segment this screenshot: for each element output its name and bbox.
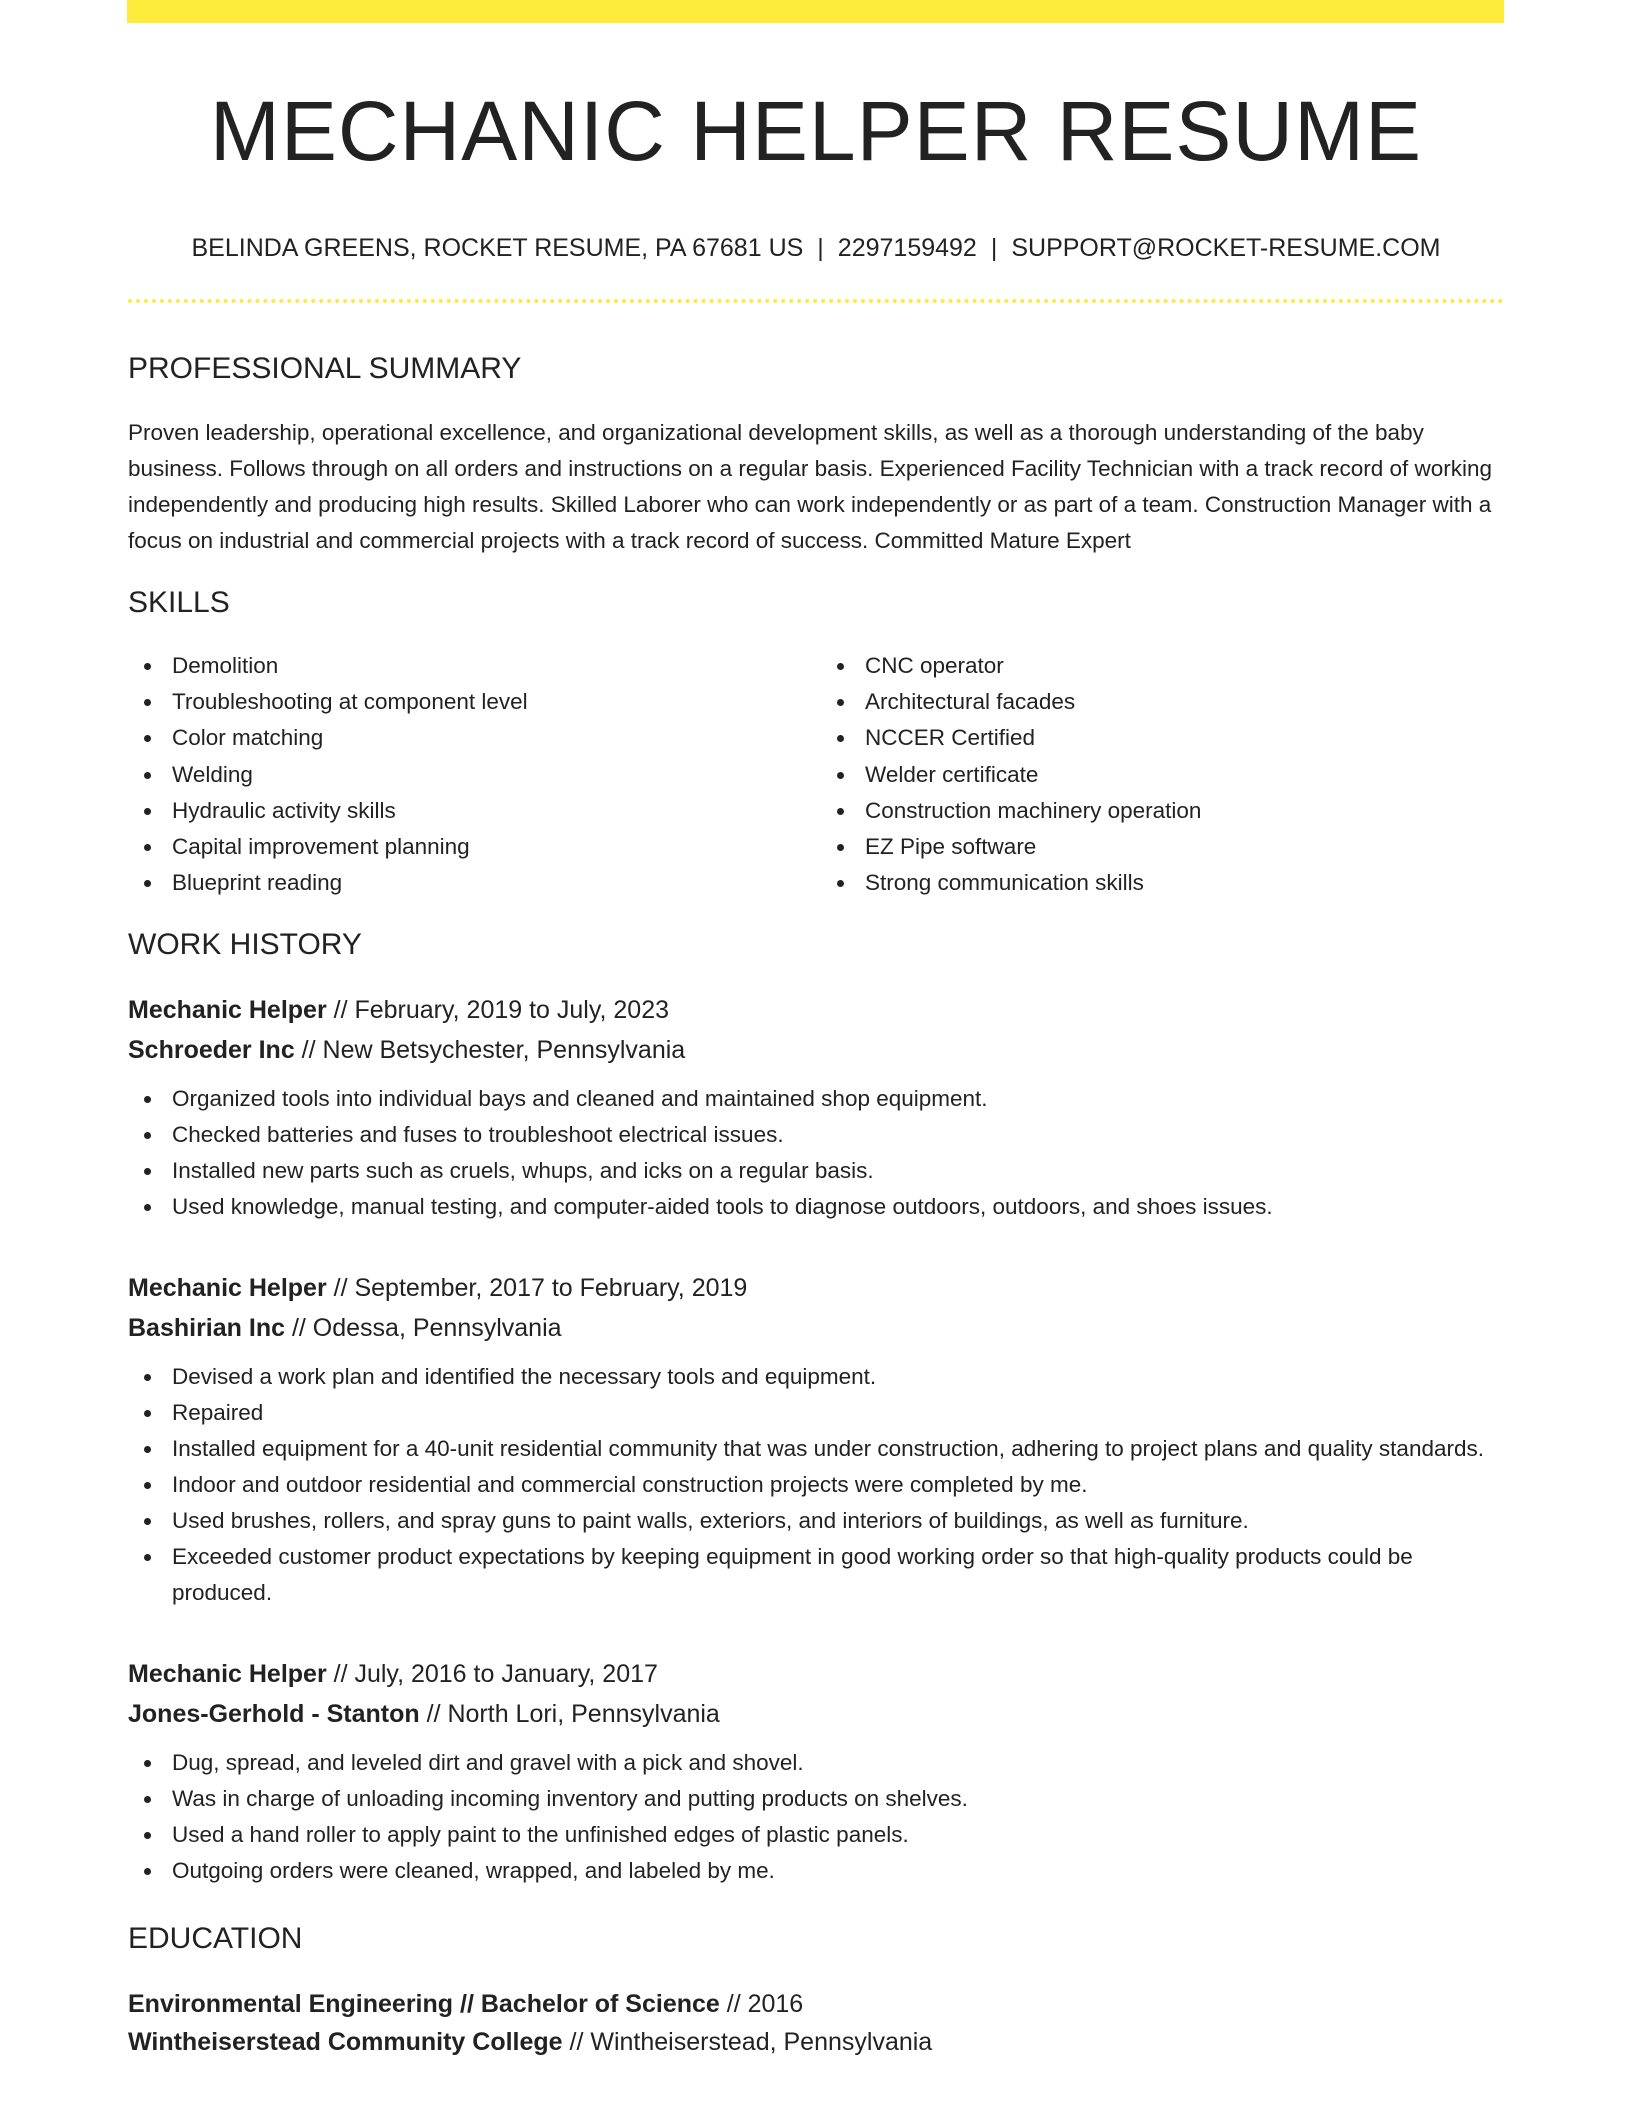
job-title: Mechanic Helper: [128, 1274, 327, 1303]
degree-line: [128, 1985, 1504, 2023]
bullet-dot: [144, 1446, 151, 1453]
job-location: // New Betsychester, Pennsylvania: [294, 1036, 686, 1065]
job-company: Bashirian Inc: [128, 1314, 285, 1343]
duty-text: Installed new parts such as cruels, whups, and icks on a regular basis.: [172, 1158, 874, 1184]
job-duties: [128, 1745, 1504, 1889]
bullet-dot: [837, 772, 844, 779]
bullet-dot: [837, 808, 844, 815]
job-title-line: [128, 991, 1504, 1029]
duty-item: [128, 1745, 1504, 1781]
skill-text: Troubleshooting at component level: [172, 689, 528, 715]
duty-item: [128, 1467, 1504, 1503]
duty-text: Dug, spread, and leveled dirt and gravel with a pick and shovel.: [172, 1750, 804, 1776]
duty-text: Devised a work plan and identified the necessary tools and equipment.: [172, 1364, 877, 1390]
bullet-dot: [144, 1518, 151, 1525]
bullet-dot: [144, 1204, 151, 1211]
job-duties: [128, 1359, 1504, 1611]
skills-heading: SKILLS: [128, 585, 230, 619]
skill-item: [128, 648, 811, 684]
skill-text: EZ Pipe software: [865, 833, 1037, 859]
duty-item: [128, 1081, 1504, 1117]
duty-text: Used a hand roller to apply paint to the unfinished edges of plastic panels.: [172, 1822, 909, 1848]
duty-text: Used knowledge, manual testing, and computer-aided tools to diagnose outdoors, outdoors, and shoes issues.: [172, 1194, 1273, 1220]
duty-text: Indoor and outdoor residential and commercial construction projects were completed by me.: [172, 1472, 1088, 1498]
skill-item: [821, 793, 1504, 829]
bullet-dot: [144, 1168, 151, 1175]
duty-text: Installed equipment for a 40-unit residential community that was under construction, adhering to project plans and quality standards.: [172, 1436, 1484, 1462]
resume-title: MECHANIC HELPER RESUME: [209, 84, 1423, 178]
skill-text: NCCER Certified: [865, 725, 1036, 751]
skill-item: [821, 757, 1504, 793]
graduation-year: // 2016: [719, 1990, 804, 2019]
bullet-dot: [144, 1796, 151, 1803]
contact-separator: |: [990, 234, 998, 263]
bullet-dot: [144, 1132, 151, 1139]
job-company: Jones-Gerhold - Stanton: [128, 1700, 420, 1729]
skill-text: Strong communication skills: [865, 870, 1144, 896]
job-dates: // February, 2019 to July, 2023: [326, 996, 670, 1025]
skill-item: [821, 865, 1504, 901]
bullet-dot: [144, 663, 151, 670]
job-dates: // September, 2017 to February, 2019: [326, 1274, 748, 1303]
bullet-dot: [144, 1868, 151, 1875]
skill-item: [128, 793, 811, 829]
contact-separator: |: [817, 234, 824, 263]
dotted-divider: [128, 299, 1504, 303]
job-title-line: [128, 1655, 1504, 1693]
skill-item: [128, 865, 811, 901]
duty-item: [128, 1189, 1504, 1225]
bullet-dot: [144, 772, 151, 779]
contact-line: [128, 232, 1504, 265]
skill-text: Demolition: [172, 652, 279, 678]
bullet-dot: [144, 699, 151, 706]
bullet-dot: [837, 663, 844, 670]
bullet-dot: [837, 844, 844, 851]
job-entry: [128, 1269, 1504, 1611]
job-dates: // July, 2016 to January, 2017: [326, 1660, 658, 1689]
duty-item: [128, 1117, 1504, 1153]
work-history-heading: WORK HISTORY: [128, 928, 362, 962]
duty-item: [128, 1853, 1504, 1889]
bullet-dot: [144, 1554, 151, 1561]
skill-text: CNC operator: [865, 652, 1004, 678]
duty-text: Used brushes, rollers, and spray guns to paint walls, exteriors, and interiors of buildings, as well as furniture.: [172, 1508, 1249, 1534]
job-location: // North Lori, Pennsylvania: [419, 1700, 720, 1729]
job-entry: [128, 1655, 1504, 1889]
bullet-dot: [144, 1096, 151, 1103]
job-duties: [128, 1081, 1504, 1225]
school-location: // Wintheiserstead, Pennsylvania: [562, 2028, 933, 2057]
bullet-dot: [144, 735, 151, 742]
duty-text: Repaired: [172, 1400, 264, 1426]
duty-item: [128, 1395, 1504, 1431]
education-heading: EDUCATION: [128, 1922, 303, 1956]
skill-item: [821, 648, 1504, 684]
bullet-dot: [837, 699, 844, 706]
education-entry: [128, 1985, 1504, 2061]
summary-heading: PROFESSIONAL SUMMARY: [128, 351, 522, 385]
bullet-dot: [144, 808, 151, 815]
summary-text: Proven leadership, operational excellence, and organizational development skills, as well as a thorough understanding of the baby business. Follows through on all orders and instructions on a regular basis. Experienced Facility Technician with a track record of working independently and producing high results. Skilled Laborer who can work independently or as part of a team. Construction Manager with a focus on industrial and commercial projects with a track record of success. Committed Mature Expert: [128, 419, 1493, 553]
duty-item: [128, 1153, 1504, 1189]
job-title: Mechanic Helper: [128, 1660, 327, 1689]
school-line: [128, 2023, 1504, 2061]
bullet-dot: [144, 1832, 151, 1839]
skill-item: [821, 720, 1504, 756]
bullet-dot: [837, 880, 844, 887]
bullet-dot: [144, 1760, 151, 1767]
contact-address: BELINDA GREENS, ROCKET RESUME, PA 67681 US: [191, 234, 804, 263]
bullet-dot: [144, 1410, 151, 1417]
skills-column-right: [811, 648, 1504, 901]
skill-text: Capital improvement planning: [172, 833, 470, 859]
skill-text: Architectural facades: [865, 689, 1076, 715]
contact-email: SUPPORT@ROCKET-RESUME.COM: [1011, 234, 1441, 263]
bullet-dot: [144, 880, 151, 887]
skill-item: [128, 684, 811, 720]
duty-text: Checked batteries and fuses to troubleshoot electrical issues.: [172, 1122, 784, 1148]
duty-item: [128, 1503, 1504, 1539]
bullet-dot: [144, 1482, 151, 1489]
accent-bar: [127, 0, 1504, 23]
job-company-line: [128, 1695, 1504, 1733]
skill-item: [128, 720, 811, 756]
job-title: Mechanic Helper: [128, 996, 327, 1025]
duty-item: [128, 1359, 1504, 1395]
job-location: // Odessa, Pennsylvania: [285, 1314, 562, 1343]
job-company: Schroeder Inc: [128, 1036, 295, 1065]
skills-column-left: [128, 648, 811, 901]
job-company-line: [128, 1031, 1504, 1069]
job-title-line: [128, 1269, 1504, 1307]
duty-text: Outgoing orders were cleaned, wrapped, and labeled by me.: [172, 1858, 775, 1884]
resume-content: [128, 23, 1504, 2061]
duty-text: Was in charge of unloading incoming inventory and putting products on shelves.: [172, 1786, 968, 1812]
skill-text: Hydraulic activity skills: [172, 797, 396, 823]
duty-item: [128, 1817, 1504, 1853]
bullet-dot: [144, 1374, 151, 1381]
skill-text: Blueprint reading: [172, 870, 343, 896]
job-company-line: [128, 1309, 1504, 1347]
skill-item: [821, 829, 1504, 865]
bullet-dot: [837, 735, 844, 742]
skill-item: [128, 757, 811, 793]
duty-text: Exceeded customer product expectations by keeping equipment in good working order so that high-quality products could be produced.: [172, 1544, 1413, 1606]
duty-text: Organized tools into individual bays and cleaned and maintained shop equipment.: [172, 1086, 988, 1112]
degree: Environmental Engineering // Bachelor of Science: [128, 1990, 720, 2019]
duty-item: [128, 1431, 1504, 1467]
skills-list: [128, 648, 1504, 901]
skill-item: [821, 684, 1504, 720]
duty-item: [128, 1781, 1504, 1817]
school-name: Wintheiserstead Community College: [128, 2028, 563, 2057]
bullet-dot: [144, 844, 151, 851]
skill-text: Welder certificate: [865, 761, 1039, 787]
skill-text: Construction machinery operation: [865, 797, 1202, 823]
duty-item: [128, 1539, 1504, 1611]
skill-text: Color matching: [172, 725, 324, 751]
skill-text: Welding: [172, 761, 253, 787]
skill-item: [128, 829, 811, 865]
contact-phone: 2297159492: [837, 234, 977, 263]
job-entry: [128, 991, 1504, 1225]
